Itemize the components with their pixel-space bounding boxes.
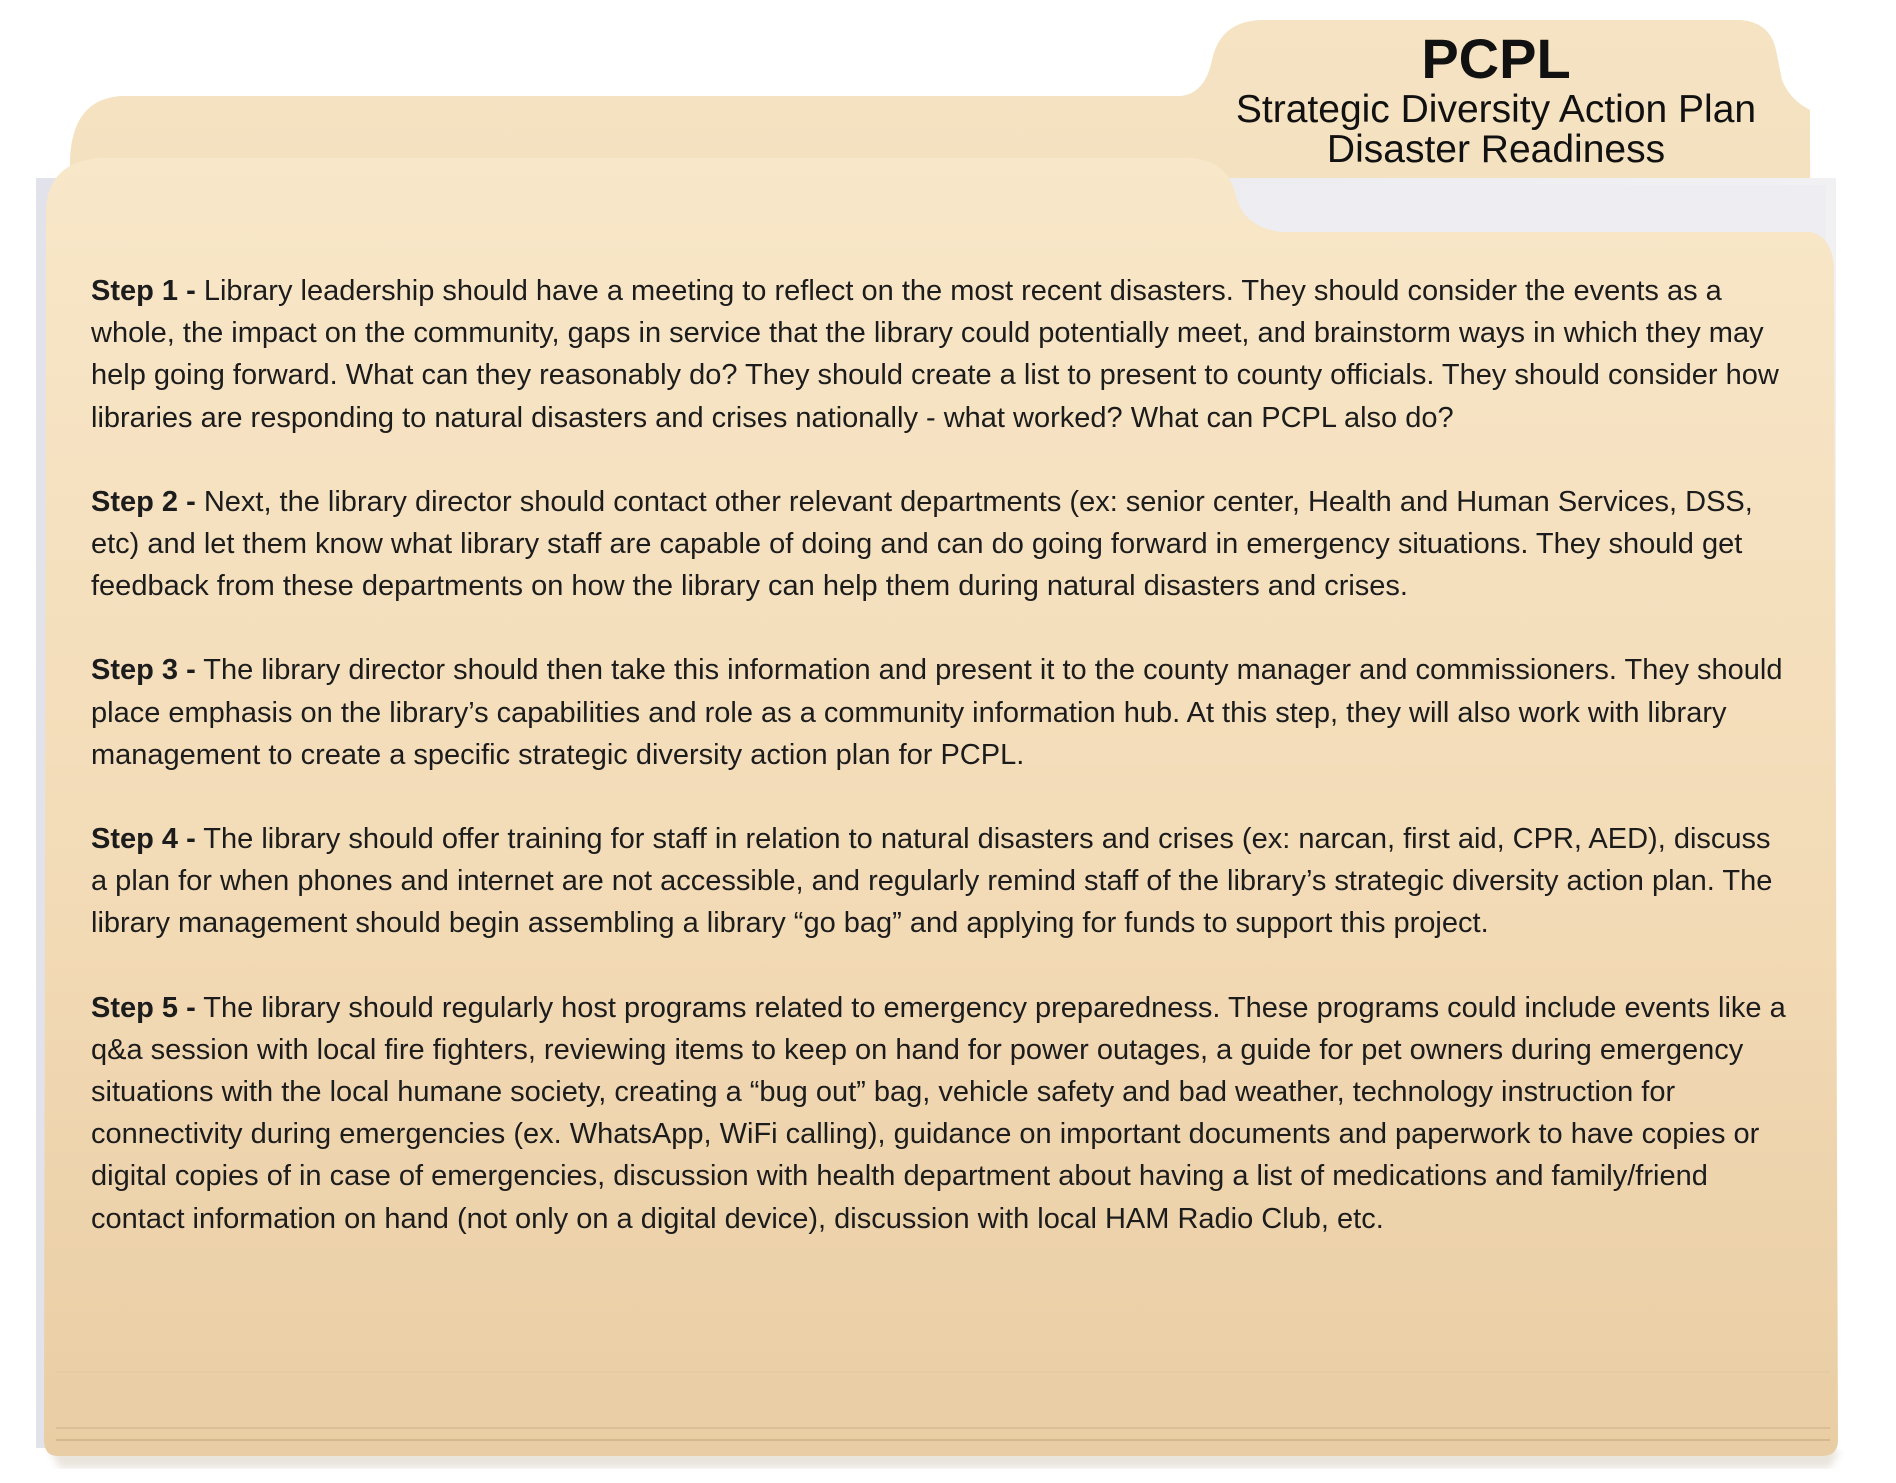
- step-text: Next, the library director should contact other relevant departments (ex: senior center, Health and Human Services, DSS, etc) and let them know what library staff are capable of doing and can do going forward in emergency situations. They should get feedback from these departments on how the library can help them during natural disasters and crises.: [91, 485, 1753, 603]
- step-label: Step 4 -: [91, 823, 196, 856]
- step-text: Library leadership should have a meeting to reflect on the most recent disasters. They should consider the events as a whole, the impact on the community, gaps in service that the library could potentially meet, and brainstorm ways in which they may help going forward. What can they reasonably do? They should create a list to present to county officials. They should consider how libraries are responding to natural disasters and crises nationally - what worked? What can PCPL also do?: [91, 275, 1779, 434]
- plan-topic: Disaster Readiness: [1326, 128, 1666, 171]
- steps-list: [91, 270, 1791, 1282]
- step-label: Step 2 -: [91, 485, 196, 518]
- plan-subtitle: Strategic Diversity Action Plan: [1235, 88, 1757, 131]
- step-paragraph: [91, 818, 1791, 945]
- step-text: The library should regularly host programs related to emergency preparedness. These programs could include events like a q&a session with local fire fighters, reviewing items to keep on hand for power outages, a guide for pet owners during emergency situations with the local humane society, creating a “bug out” bag, vehicle safety and bad weather, technology instruction for connectivity during emergencies (ex. WhatsApp, WiFi calling), guidance on important documents and paperwork to have copies or digital copies of in case of emergencies, discussion with health department about having a list of medications and family/friend contact information on hand (not only on a digital device), discussion with local HAM Radio Club, etc.: [91, 991, 1786, 1235]
- step-paragraph: [91, 649, 1791, 776]
- step-text: The library director should then take this information and present it to the county manager and commissioners. They should place emphasis on the library’s capabilities and role as a community information hub. At this step, they will also work with library management to create a specific strategic diversity action plan for PCPL.: [91, 654, 1783, 771]
- step-paragraph: [91, 270, 1791, 439]
- step-paragraph: [91, 987, 1791, 1240]
- step-paragraph: [91, 481, 1791, 608]
- step-text: The library should offer training for staff in relation to natural disasters and crises (ex: narcan, first aid, CPR, AED), discuss a plan for when phones and internet are not accessible, and regularly remind staff of the library’s strategic diversity action plan. The library management should begin assembling a library “go bag” and applying for funds to support this project.: [91, 823, 1773, 940]
- step-label: Step 1 -: [91, 275, 196, 307]
- step-label: Step 5 -: [91, 991, 196, 1024]
- step-label: Step 3 -: [91, 654, 196, 687]
- folder-tab-title: [1226, 28, 1766, 170]
- brand-title: PCPL: [1421, 27, 1571, 90]
